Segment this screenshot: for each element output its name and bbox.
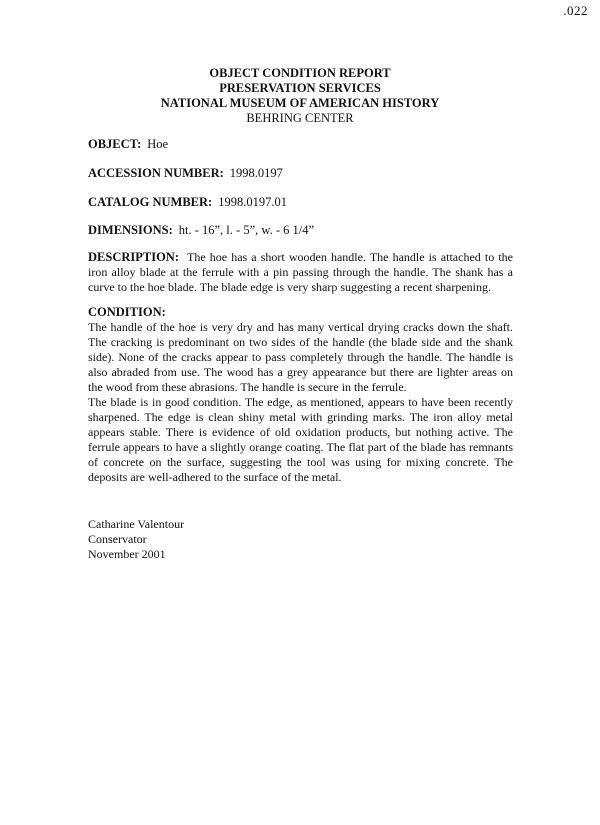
catalog-field: [88, 195, 287, 210]
report-title: OBJECT CONDITION REPORT: [209, 66, 391, 80]
catalog-label: CATALOG NUMBER:: [88, 195, 213, 209]
conservator-title: Conservator: [88, 532, 147, 546]
dimensions-value: ht. - 16”, l. - 5”, w. - 6 1/4”: [178, 223, 315, 237]
condition-paragraph-blade: The blade is in good condition. The edge, as mentioned, appears to have been recently sharpened. The edge is clean shiny metal with grinding marks. The iron alloy metal appears stable. There is evidence of old oxidation products, but nothing active. The ferrule appears to have a slightly orange coating. The flat part of the blade has remnants of concrete on the surface, suggesting the tool was using for mixing concrete. The deposits are well-adhered to the surface of the metal.: [88, 395, 513, 484]
conservator-name: Catharine Valentour: [88, 517, 185, 531]
report-date: November 2001: [88, 547, 166, 561]
accession-value: 1998.0197: [229, 166, 283, 180]
object-label: OBJECT:: [88, 137, 142, 151]
accession-label: ACCESSION NUMBER:: [88, 166, 224, 180]
condition-section: [88, 305, 513, 485]
signature-block: [88, 517, 184, 562]
report-header: [0, 66, 600, 126]
object-value: Hoe: [147, 137, 169, 151]
condition-paragraph-handle: The handle of the hoe is very dry and has many vertical drying cracks down the shaft. The cracking is predominant on two sides of the handle (the blade side and the shank side). None of the cracks appear to pass completely through the handle. The handle is also abraded from use. The wood has a grey appearance but there are lighter areas on the wood from these abrasions. The handle is secure in the ferrule.: [88, 320, 513, 394]
page-number: .022: [563, 3, 588, 18]
object-field: [88, 137, 168, 152]
center-name: BEHRING CENTER: [246, 111, 354, 125]
catalog-value: 1998.0197.01: [218, 195, 287, 209]
description-label: DESCRIPTION:: [88, 250, 179, 264]
condition-label: CONDITION:: [88, 305, 166, 319]
dimensions-label: DIMENSIONS:: [88, 223, 173, 237]
museum-name: NATIONAL MUSEUM OF AMERICAN HISTORY: [160, 96, 440, 110]
description-section: [88, 250, 513, 295]
accession-field: [88, 166, 283, 181]
dimensions-field: [88, 223, 314, 238]
description-text: The hoe has a short wooden handle. The handle is attached to the iron alloy blade at the ferrule with a pin passing through the handle. The shank has a curve to the hoe blade. The blade edge is very sharp suggesting a recent sharpening.: [88, 250, 513, 294]
department-name: PRESERVATION SERVICES: [219, 81, 381, 95]
